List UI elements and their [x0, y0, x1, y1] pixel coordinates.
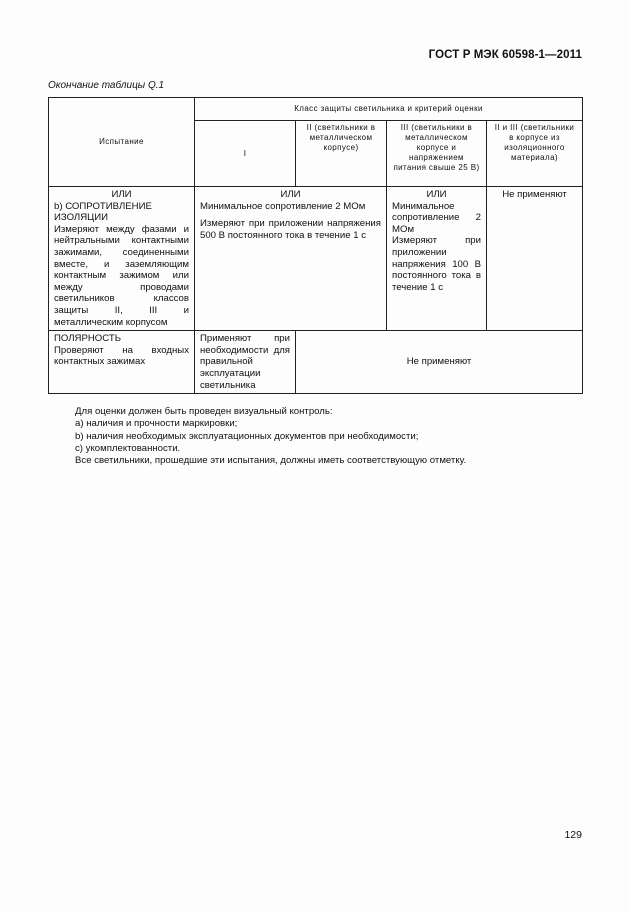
table-header-row [49, 98, 583, 121]
cell-insulation-test [49, 187, 195, 331]
min-resistance: Минимальное сопротивление 2 МОм [200, 200, 366, 212]
polarity-description: Проверяют на входных контактных зажимах [54, 344, 189, 368]
notes-block [75, 406, 545, 467]
cell-polarity-test [49, 331, 195, 394]
header-class-3: III (светильники в металлическом корпусе и напряжением питания свыше 25 В) [387, 121, 487, 187]
table-row-insulation [49, 187, 583, 331]
min-resistance: Минимальное сопротивление 2 МОм [392, 200, 481, 235]
header-class-1: I [195, 121, 296, 187]
notes-item-a: а) наличия и прочности маркировки; [75, 418, 238, 430]
page-number: 129 [564, 829, 582, 841]
results-table [48, 97, 583, 394]
cell-insulation-class-3 [387, 187, 487, 331]
or-label: ИЛИ [111, 189, 132, 200]
insulation-description: Измеряют между фазами и нейтральными контактными зажимами, соединенными вместе, и заземляющим контактным зажимом или между проводами светильников классов защиты II, III и металлическим корпусом [54, 223, 189, 328]
table-caption: Окончание таблицы Q.1 [48, 80, 165, 91]
measurement-condition: Измеряют при приложении напряжения 100 В постоянного тока в течение 1 с [392, 235, 481, 293]
cell-polarity-not-applied: Не применяют [296, 331, 583, 394]
polarity-title: ПОЛЯРНОСТЬ [54, 333, 122, 345]
or-label: ИЛИ [280, 189, 301, 200]
header-test: Испытание [49, 98, 195, 187]
header-class-2: II (светильники в металлическом корпусе) [296, 121, 387, 187]
or-label: ИЛИ [426, 189, 447, 200]
cell-polarity-class-1: Применяют при необходимости для правильной эксплуатации светильника [195, 331, 296, 394]
cell-insulation-class-4: Не применяют [487, 187, 583, 331]
cell-insulation-class-1-2 [195, 187, 387, 331]
insulation-title: b) СОПРОТИВЛЕНИЕ ИЗОЛЯЦИИ [54, 200, 152, 224]
measurement-condition: Измеряют при приложении напряжения 500 В постоянного тока в течение 1 с [200, 218, 381, 241]
notes-intro: Для оценки должен быть проведен визуальный контроль: [75, 406, 333, 417]
table-row-polarity [49, 331, 583, 394]
notes-final: Все светильники, прошедшие эти испытания, должны иметь соответствующую отметку. [75, 455, 467, 467]
standard-code: ГОСТ Р МЭК 60598-1—2011 [428, 49, 582, 61]
notes-item-c: c) укомплектованности. [75, 442, 181, 454]
notes-item-b: b) наличия необходимых эксплуатационных документов при необходимости; [75, 430, 419, 442]
header-class-4: II и III (светильники в корпусе из изоляционного материала) [487, 121, 583, 187]
header-protection-class: Класс защиты светильника и критерий оценки [195, 98, 583, 121]
